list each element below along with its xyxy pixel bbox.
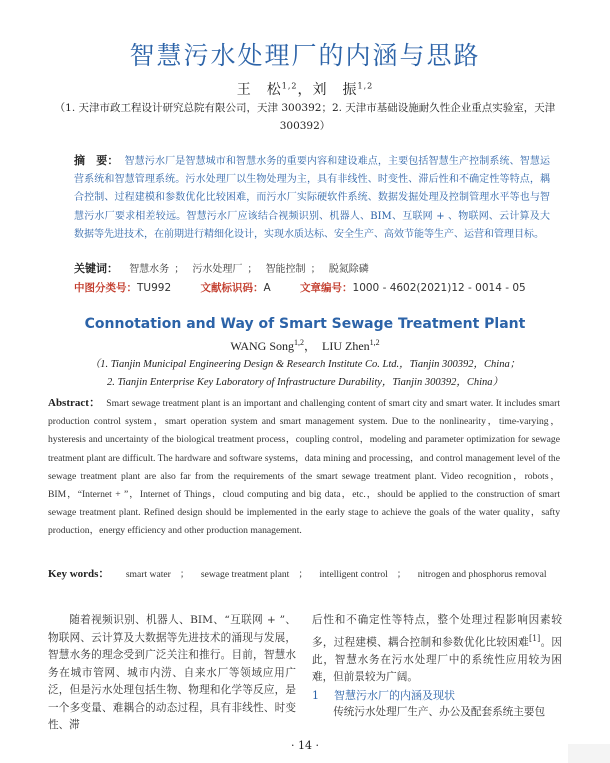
author-2-en-affil: 1,2 xyxy=(369,338,380,347)
author-2-cn-affil: 1,2 xyxy=(357,81,374,91)
author-2-en: LIU Zhen xyxy=(322,339,370,353)
abstract-cn-text: 智慧污水厂是智慧城市和智慧水务的重要内容和建设难点，主要包括智慧生产控制系统、智慧运营系统和智慧管理系统。污水处理厂以生物处理为主，具有非线性、时变性、滞后性和不确定性等特点，耦合控制、过程建模和参数优化比较困难，而污水厂实际硬软件系统、数据发掘处理及控制管理水平等也与智慧污水厂要求相差较远。智慧污水厂应该结合视频识别、机器人、BIM、互联网 + 、物联网、云计算及大数据等先进技术，在前期进行精细化设计，实现水质达标、安全生产、高效节能等生产、运营和管理目标。 xyxy=(74,156,551,240)
corner-watermark xyxy=(568,744,610,763)
body-paragraph xyxy=(312,612,562,687)
affiliation-english xyxy=(40,356,570,392)
authors-english xyxy=(0,337,610,354)
keywords-en-label: Key words： xyxy=(48,568,110,580)
keyword-en: intelligent control xyxy=(319,569,388,580)
page-number: · 14 · xyxy=(291,739,319,752)
keyword-sep: ； xyxy=(179,569,190,580)
clc-label: 中图分类号： xyxy=(74,282,137,294)
author-separator: ， xyxy=(297,82,313,98)
section-number: 1 xyxy=(312,688,319,702)
section-heading-1 xyxy=(312,687,562,705)
abstract-en-label: Abstract： xyxy=(48,397,101,409)
body-text: 后性和不确定性等特点，整个处理过程影响因素较多，过程建模、耦合控制和参数优化比较困难 xyxy=(312,614,562,649)
keyword-cn: 智慧水务 xyxy=(129,264,170,275)
authors-chinese xyxy=(0,79,610,99)
keyword-en: nitrogen and phosphorus removal xyxy=(417,569,547,580)
classification-line xyxy=(74,280,550,295)
author-1-cn: 王 松 xyxy=(236,82,282,98)
keyword-sep: ； xyxy=(396,569,407,580)
doc-code-label: 文献标识码： xyxy=(200,282,264,294)
keyword-en: smart water xyxy=(125,569,171,580)
keywords-chinese xyxy=(74,260,550,276)
abstract-cn-label: 摘 要： xyxy=(74,154,119,167)
keyword-sep: ； xyxy=(174,264,185,275)
body-text: 。因此，智慧水务在污水处理厂中的系统性应用较为困难，但前景较为广阔。 xyxy=(312,636,563,684)
body-paragraph: 随着视频识别、机器人、BIM、“互联网 + ”、物联网、云计算及大数据等先进技术的涌现与发展，智慧水务的理念受到广泛关注和推行。目前，智慧水务在城市管网、城市内涝、自来水厂等领域应用广泛，但是污水处理包括生物、物理和化学等反应，是一个多变量、难耦合的动态过程，具有非线性、时变性、滞 xyxy=(48,614,296,731)
author-1-en: WANG Song xyxy=(230,339,294,353)
body-paragraph: 传统污水处理厂生产、办公及配套系统主要包 xyxy=(333,706,546,719)
keywords-cn-label: 关键词： xyxy=(74,262,118,275)
body-column-right xyxy=(312,612,562,722)
title-english: Connotation and Way of Smart Sewage Treatment Plant xyxy=(84,316,526,332)
abstract-chinese xyxy=(74,152,550,244)
keyword-cn: 智能控制 xyxy=(265,264,306,275)
keyword-sep: ； xyxy=(298,569,308,580)
body-column-left xyxy=(48,612,296,735)
doc-code-value: A xyxy=(263,282,271,294)
author-separator: ， xyxy=(304,339,323,353)
article-no-label: 文章编号： xyxy=(300,282,353,294)
keywords-english xyxy=(48,566,560,583)
keyword-en: sewage treatment plant xyxy=(200,569,290,580)
keyword-cn: 污水处理厂 xyxy=(192,264,243,275)
keyword-cn: 脱氮除磷 xyxy=(328,264,369,275)
abstract-en-text: Smart sewage treatment plant is an important and challenging content of smart city and smart water. It includes smart production control system，smart operation system and smart management system. Due to the nonlinearity，time-varying，hysteresis and uncertainty of the biological treatment process，coupling control，modeling and parameter optimization for sewage treatment plant are difficult. The hardware and software systems，data mining and processing，and control management level of the sewage treatment plant are also far from the requirements of the smart sewage treatment plant. Video recognition，robots，BIM，“Internet + ”，Internet of Things，cloud computing and big data，etc.，should be applied to the construction of smart sewage treatment plant. Refined design should be implemented in the early stage to achieve the goals of the water quality，safty production，energy efficiency and other production management. xyxy=(48,398,560,537)
abstract-english xyxy=(48,394,560,541)
author-1-en-affil: 1,2 xyxy=(294,338,304,347)
author-1-cn-affil: 1,2 xyxy=(281,81,298,91)
affiliation-en-line-1: （1. Tianjin Municipal Engineering Design & Research Institute Co. Ltd.，Tianjin 300392，China； xyxy=(89,359,521,370)
keyword-sep: ； xyxy=(247,264,258,275)
section-title: 智慧污水厂的内涵及现状 xyxy=(334,688,455,702)
author-2-cn: 刘 振 xyxy=(312,82,358,98)
title-chinese: 智慧污水处理厂的内涵与思路 xyxy=(129,41,481,70)
affiliation-chinese: （1. 天津市政工程设计研究总院有限公司，天津 300392；2. 天津市基础设施耐久性企业重点实验室，天津 300392） xyxy=(54,102,556,132)
affiliation-en-line-2: 2. Tianjin Enterprise Key Laboratory of Infrastructure Durability，Tianjin 300392，China） xyxy=(106,377,503,388)
article-no-value: 1000 - 4602(2021)12 - 0014 - 05 xyxy=(352,282,526,294)
citation-ref[interactable]: [1] xyxy=(528,633,541,643)
keyword-sep: ； xyxy=(310,264,321,275)
clc-value: TU992 xyxy=(137,282,172,294)
